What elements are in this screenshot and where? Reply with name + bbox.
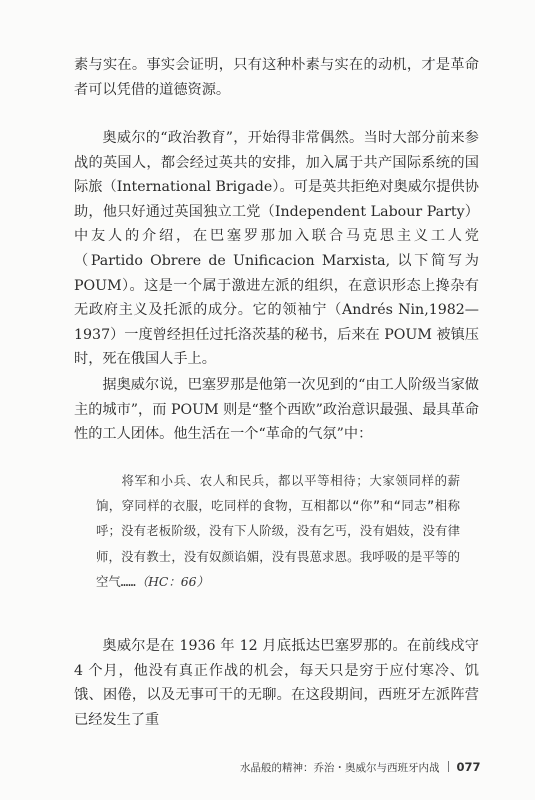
paragraph-political-education: 奥威尔的“政治教育”，开始得非常偶然。当时大部分前来参战的英国人，都会经过英共的安排，加入属于共产国际系统的国际旅（International Brigade）。可是英共拒绝对奥威尔提供协助，他只好通过英国独立工党（Independent Labour Party）中友人的介绍，在巴塞罗那加入联合马克思主义工人党（Partido Obrere de Unificacion Marxista, 以下简写为 POUM）。这是一个属于激进左派的组织，在意识形态上搀杂有无政府主义及托派的成分。它的领袖宁（Andrés Nin,1982—1937）一度曾经担任过托洛茨基的秘书，后来在 POUM 被镇压时，死在俄国人手上。: [74, 130, 479, 368]
page-number: 077: [456, 760, 481, 774]
quote-source: （HC：66）: [135, 573, 209, 589]
page-footer: [240, 760, 510, 775]
paragraph-arrival: 奥威尔是在 1936 年 12 月底抵达巴塞罗那的。在前线戍守 4 个月，他没有真正作战的机会，每天只是穷于应付寒冷、饥饿、困倦，以及无事可干的无聊。在这段期间，西班牙左派阵营已经发生了重: [74, 638, 479, 728]
paragraph-continuation: 素与实在。事实会证明，只有这种朴素与实在的动机，才是革命者可以凭借的道德资源。: [74, 57, 479, 98]
paragraph-barcelona: 据奥威尔说，巴塞罗那是他第一次见到的“由工人阶级当家做主的城市”，而 POUM 则是“整个西欧”政治意识最强、最具革命性的工人团体。他生活在一个“革命的气氛”中：: [74, 377, 479, 443]
running-title: 水晶般的精神：乔治・奥威尔与西班牙内战: [240, 762, 440, 774]
quote-text: 将军和小兵、农人和民兵，都以平等相待；大家领同样的薪饷，穿同样的衣服，吃同样的食物，互相都以“你”和“同志”相称呼；没有老板阶级，没有下人阶级，没有乞丐，没有娼妓，没有律师，没有教士，没有奴颜谄媚，没有畏葸求恩。我呼吸的是平等的空气……: [96, 473, 460, 589]
footer-divider: [448, 761, 449, 772]
block-quote: [96, 468, 460, 594]
